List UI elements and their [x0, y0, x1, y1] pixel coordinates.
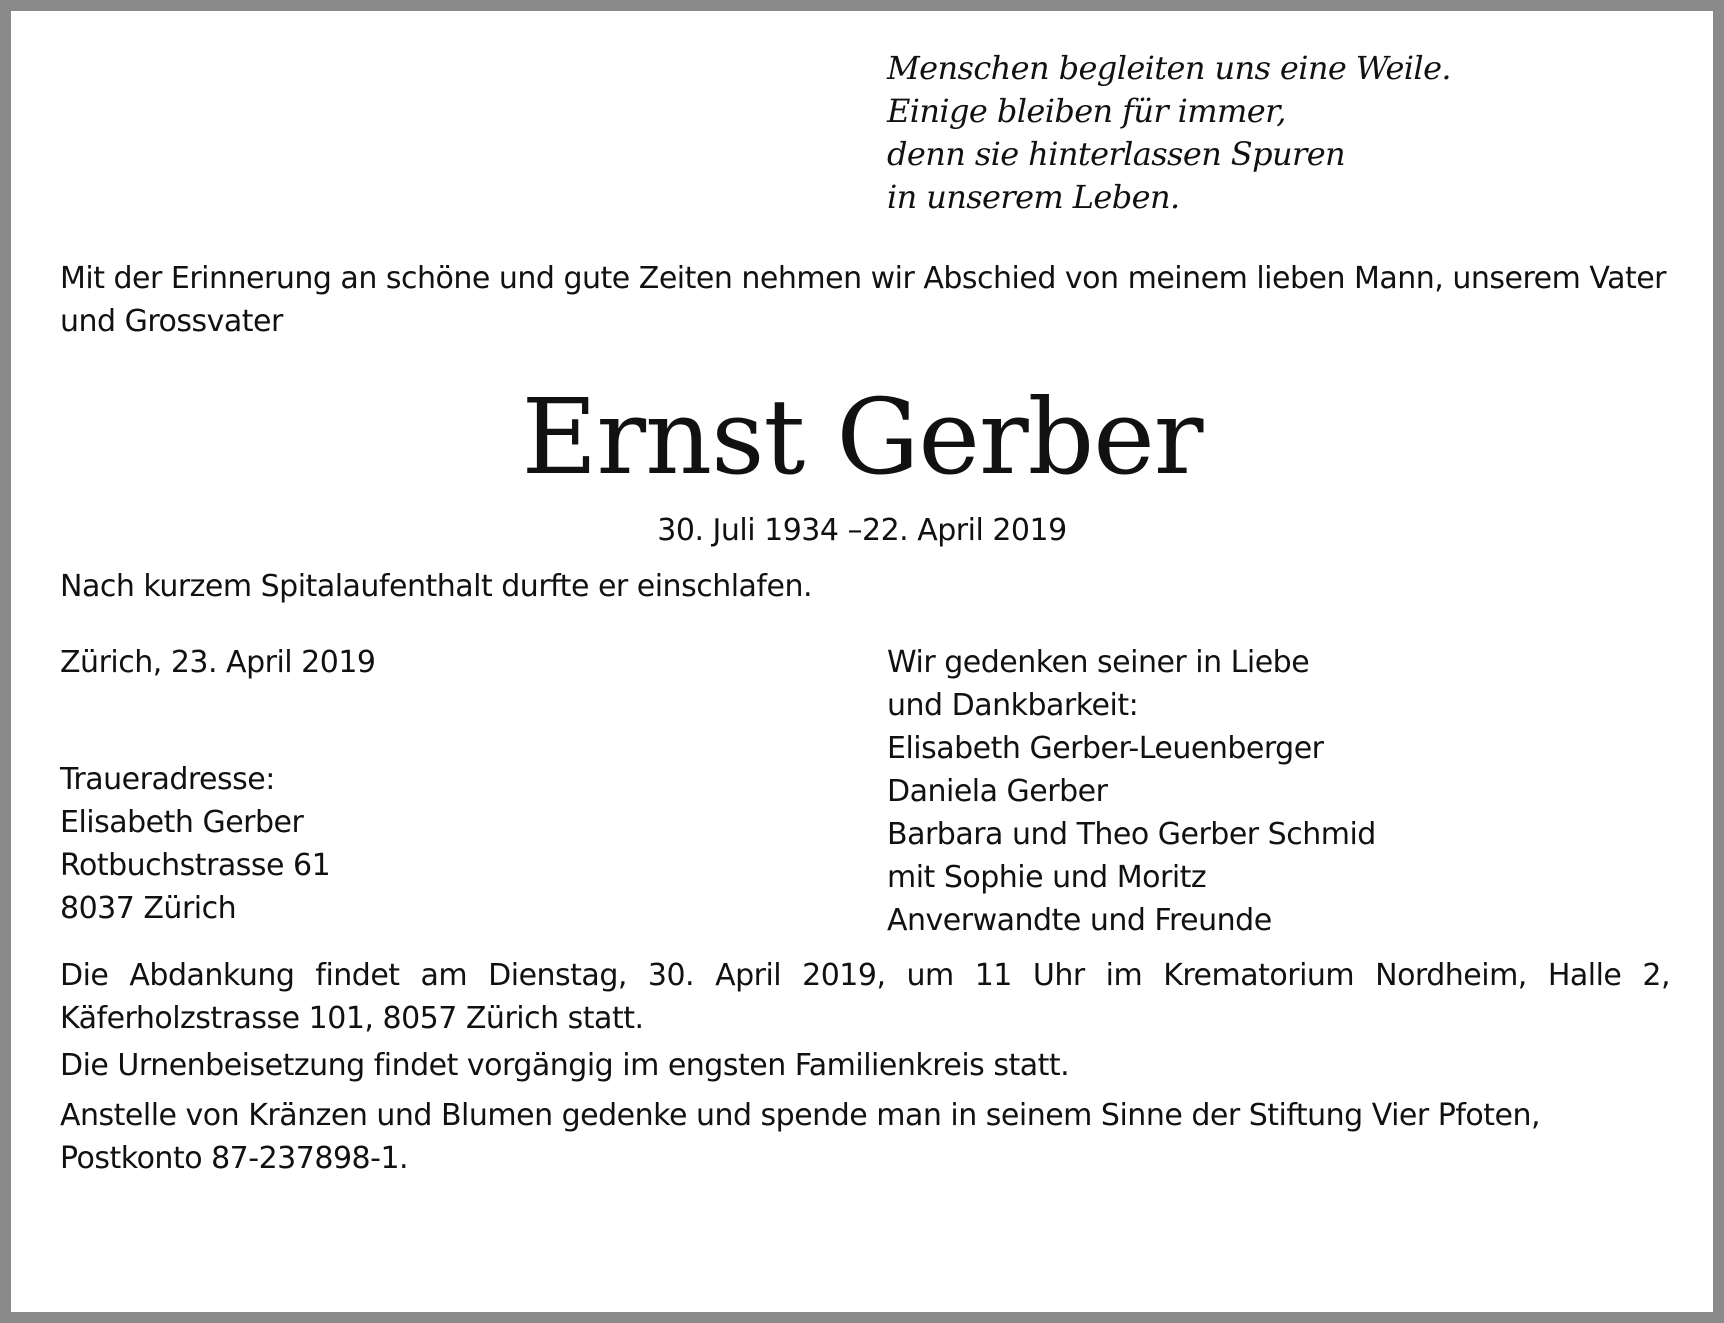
mourning-address-label: Traueradresse: — [60, 762, 275, 797]
deceased-name: Ernst Gerber — [521, 376, 1203, 498]
passing-note: Nach kurzem Spitalaufenthalt durfte er einschlafen. — [60, 569, 812, 604]
intro-text: Mit der Erinnerung an schöne und gute Zeiten nehmen wir Abschied von meinem lieben Mann, unserem Vater und Grossvater — [60, 261, 1667, 339]
poem-line: denn sie hinterlassen Spuren — [887, 135, 1346, 173]
mourning-address-name: Elisabeth Gerber — [60, 805, 304, 840]
mourning-address-street: Rotbuchstrasse 61 — [60, 848, 331, 883]
mourning-address-city: 8037 Zürich — [60, 891, 237, 926]
mourners-line: mit Sophie und Moritz — [887, 860, 1207, 895]
poem-line: Einige bleiben für immer, — [887, 92, 1286, 130]
place-date: Zürich, 23. April 2019 — [60, 645, 376, 680]
obituary-page — [11, 11, 1713, 1312]
poem — [887, 47, 1451, 219]
donation-notice: Anstelle von Kränzen und Blumen gedenke und spende man in seinem Sinne der Stiftung Vier Pfoten, Postkonto 87-237898-1. — [60, 1098, 1541, 1176]
mourners-line: Wir gedenken seiner in Liebe — [887, 645, 1310, 680]
ceremony-notice: Die Abdankung findet am Dienstag, 30. April 2019, um 11 Uhr im Krematorium Nordheim, Halle 2, Käferholzstrasse 101, 8057 Zürich statt. — [60, 958, 1670, 1036]
mourners-line: Barbara und Theo Gerber Schmid — [887, 817, 1376, 852]
poem-line: in unserem Leben. — [887, 178, 1180, 216]
mourners-line: Daniela Gerber — [887, 774, 1108, 809]
urn-burial-notice: Die Urnenbeisetzung findet vorgängig im engsten Familienkreis statt. — [60, 1048, 1070, 1083]
mourning-address — [60, 758, 330, 930]
poem-line: Menschen begleiten uns eine Weile. — [887, 49, 1451, 87]
mourners-line: Elisabeth Gerber-Leuenberger — [887, 731, 1324, 766]
mourners-line: Anverwandte und Freunde — [887, 903, 1272, 938]
life-dates: 30. Juli 1934 –22. April 2019 — [657, 513, 1067, 548]
mourners-list — [887, 641, 1376, 942]
mourners-line: und Dankbarkeit: — [887, 688, 1139, 723]
